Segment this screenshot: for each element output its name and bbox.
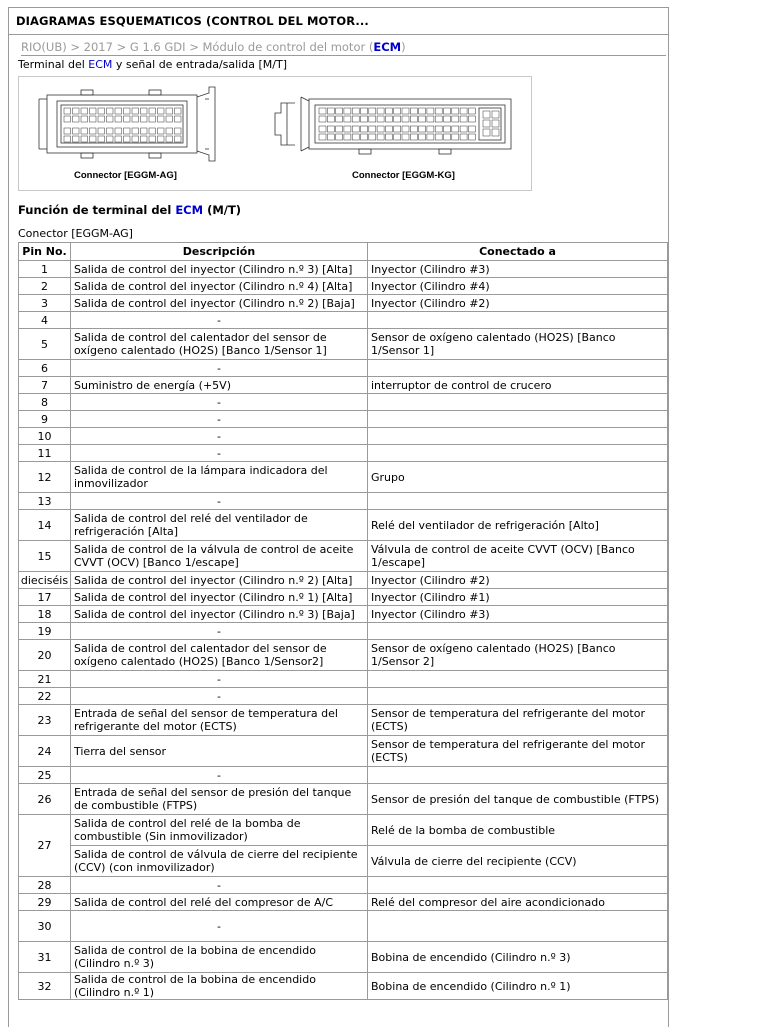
connector-pin <box>452 126 459 132</box>
description-cell: Salida de control de la bobina de encendido (Cilindro n.º 1) <box>71 973 368 1000</box>
table-row <box>19 394 668 411</box>
description-cell: Salida de control del inyector (Cilindro n.º 3) [Baja] <box>71 606 368 623</box>
table-body <box>19 261 668 1000</box>
description-cell: Entrada de señal del sensor de presión del tanque de combustible (FTPS) <box>71 784 368 815</box>
table-row <box>19 877 668 894</box>
connector-pin <box>352 134 359 140</box>
pin-number-cell: 5 <box>19 329 71 360</box>
connector-pin <box>98 108 105 114</box>
description-cell: Salida de control del inyector (Cilindro n.º 2) [Alta] <box>71 572 368 589</box>
connector-pin <box>319 134 326 140</box>
table-row <box>19 411 668 428</box>
connector-pin <box>344 126 351 132</box>
document-page <box>8 7 669 1027</box>
connected-to-cell <box>368 394 668 411</box>
connected-to-cell: Válvula de cierre del recipiente (CCV) <box>368 846 668 877</box>
pin-number-cell: 10 <box>19 428 71 445</box>
connector-pin <box>385 116 392 122</box>
connector-pin <box>107 116 114 122</box>
connector-pin <box>115 136 122 142</box>
connector-pin <box>132 128 139 134</box>
description-cell: Salida de control del inyector (Cilindro n.º 2) [Baja] <box>71 295 368 312</box>
connected-to-cell: Bobina de encendido (Cilindro n.º 1) <box>368 973 668 1000</box>
connector-pin <box>158 116 165 122</box>
description-cell: Salida de control del relé del compresor de A/C <box>71 894 368 911</box>
connector-pin <box>361 116 368 122</box>
connected-to-cell: Relé de la bomba de combustible <box>368 815 668 846</box>
pin-number-cell: 15 <box>19 541 71 572</box>
connector-pin <box>124 116 131 122</box>
terminal-function-table <box>18 242 668 1000</box>
connector-pin <box>468 126 475 132</box>
pin-number-cell: 7 <box>19 377 71 394</box>
pin-number-cell: 25 <box>19 767 71 784</box>
connector-pin <box>166 116 173 122</box>
description-cell: Salida de control de válvula de cierre del recipiente (CCV) (con inmovilizador) <box>71 846 368 877</box>
table-row <box>19 606 668 623</box>
connector-pin <box>492 129 499 136</box>
connector-pin <box>81 108 88 114</box>
pin-number-cell: 27 <box>19 815 71 877</box>
description-cell: Salida de control de la lámpara indicadora del inmovilizador <box>71 462 368 493</box>
connector-pin <box>124 136 131 142</box>
section-heading <box>18 203 668 217</box>
description-cell: Salida de control del calentador del sensor de oxígeno calentado (HO2S) [Banco 1/Sensor2] <box>71 640 368 671</box>
connector-pin <box>483 129 490 136</box>
connector-pin <box>385 108 392 114</box>
table-row <box>19 428 668 445</box>
connected-to-cell: Inyector (Cilindro #3) <box>368 606 668 623</box>
connected-to-cell: Grupo <box>368 462 668 493</box>
connector-pin <box>427 116 434 122</box>
connector-pin <box>402 126 409 132</box>
connector-pin <box>166 128 173 134</box>
connector-pin <box>319 116 326 122</box>
description-cell: - <box>71 493 368 510</box>
connector-pin <box>115 108 122 114</box>
table-row <box>19 329 668 360</box>
connected-to-cell: interruptor de control de crucero <box>368 377 668 394</box>
connected-to-cell: Sensor de temperatura del refrigerante del motor (ECTS) <box>368 705 668 736</box>
table-row <box>19 767 668 784</box>
connector-pin <box>336 116 343 122</box>
connector-pin <box>90 108 97 114</box>
pin-number-cell: 2 <box>19 278 71 295</box>
connector-pin <box>175 116 182 122</box>
section-heading-prefix: Función de terminal del <box>18 203 176 217</box>
connector-pin <box>427 126 434 132</box>
connector-pin <box>319 108 326 114</box>
connector-pin <box>402 134 409 140</box>
connector-pin <box>64 108 71 114</box>
connector-pin <box>369 126 376 132</box>
connector-pin <box>419 134 426 140</box>
connector-pin <box>115 128 122 134</box>
connector-pin <box>115 116 122 122</box>
connector-pin <box>344 116 351 122</box>
table-row <box>19 377 668 394</box>
breadcrumb-ecm-link[interactable]: ECM <box>373 40 402 54</box>
connector-pin <box>141 116 148 122</box>
connector-pin <box>98 128 105 134</box>
table-row <box>19 360 668 377</box>
description-cell: Suministro de energía (+5V) <box>71 377 368 394</box>
connector-figure <box>18 76 532 191</box>
table-row <box>19 736 668 767</box>
connector-pin <box>435 116 442 122</box>
connected-to-cell <box>368 428 668 445</box>
description-cell: Salida de control del relé del ventilador de refrigeración [Alta] <box>71 510 368 541</box>
connector-pin <box>361 108 368 114</box>
connected-to-cell: Inyector (Cilindro #3) <box>368 261 668 278</box>
connector-pin <box>344 134 351 140</box>
table-row <box>19 295 668 312</box>
table-row <box>19 462 668 493</box>
connector-pin <box>385 126 392 132</box>
connector-pin <box>107 108 114 114</box>
pin-number-cell: dieciséis <box>19 572 71 589</box>
connector-pin <box>435 126 442 132</box>
header-connected-to: Conectado a <box>368 243 668 261</box>
connector-pin <box>73 128 80 134</box>
connector-pin <box>492 111 499 118</box>
connector-pin <box>81 136 88 142</box>
connector-pin <box>90 128 97 134</box>
connected-to-cell <box>368 671 668 688</box>
connector-pin <box>394 108 401 114</box>
connector-pin <box>483 120 490 127</box>
breadcrumb <box>21 40 666 56</box>
connected-to-cell <box>368 445 668 462</box>
connected-to-cell <box>368 411 668 428</box>
pin-number-cell: 32 <box>19 973 71 1000</box>
description-cell: - <box>71 394 368 411</box>
description-cell: - <box>71 312 368 329</box>
connector-pin <box>73 108 80 114</box>
table-row <box>19 911 668 942</box>
connector-pin <box>98 136 105 142</box>
connector-pin <box>175 128 182 134</box>
table-row <box>19 510 668 541</box>
connector-pin <box>394 126 401 132</box>
connector-pin <box>460 126 467 132</box>
pin-number-cell: 11 <box>19 445 71 462</box>
description-cell: - <box>71 877 368 894</box>
connector-pin <box>427 134 434 140</box>
pin-number-cell: 28 <box>19 877 71 894</box>
connector-pin <box>410 116 417 122</box>
connector-pin <box>452 108 459 114</box>
table-row <box>19 493 668 510</box>
connector-pin <box>64 136 71 142</box>
table-row <box>19 541 668 572</box>
connector-pin <box>158 136 165 142</box>
pin-number-cell: 12 <box>19 462 71 493</box>
connector-pin <box>124 128 131 134</box>
description-cell: - <box>71 411 368 428</box>
subtitle-suffix: y señal de entrada/salida [M/T] <box>112 58 287 71</box>
table-row <box>19 894 668 911</box>
connector-pin <box>361 134 368 140</box>
connector-pin <box>402 116 409 122</box>
connected-to-cell <box>368 360 668 377</box>
connector-eggm-ag-drawing <box>39 87 215 161</box>
connector-pin <box>327 134 334 140</box>
description-cell: - <box>71 428 368 445</box>
connected-to-cell: Relé del ventilador de refrigeración [Alto] <box>368 510 668 541</box>
connector-pin <box>327 108 334 114</box>
connector-pin <box>175 136 182 142</box>
connector-pin <box>149 128 156 134</box>
table-row <box>19 973 668 1000</box>
pin-number-cell: 23 <box>19 705 71 736</box>
connector-pin <box>361 126 368 132</box>
connector-pin <box>81 128 88 134</box>
description-cell: - <box>71 688 368 705</box>
table-row <box>19 705 668 736</box>
connector-pin <box>377 116 384 122</box>
table-row <box>19 784 668 815</box>
breadcrumb-path: RIO(UB) > 2017 > G 1.6 GDI > Módulo de control del motor ( <box>21 40 374 54</box>
pin-number-cell: 31 <box>19 942 71 973</box>
connected-to-cell <box>368 623 668 640</box>
connector-pin <box>141 128 148 134</box>
connected-to-cell: Sensor de presión del tanque de combustible (FTPS) <box>368 784 668 815</box>
connected-to-cell: Sensor de temperatura del refrigerante del motor (ECTS) <box>368 736 668 767</box>
connector-pin <box>369 116 376 122</box>
connector-pin <box>90 116 97 122</box>
description-cell: Salida de control del inyector (Cilindro n.º 4) [Alta] <box>71 278 368 295</box>
connected-to-cell <box>368 767 668 784</box>
connector-pin <box>319 126 326 132</box>
section-heading-suffix: (M/T) <box>203 203 242 217</box>
connector-pin <box>327 116 334 122</box>
connector-pin <box>64 116 71 122</box>
subtitle <box>18 58 668 71</box>
connected-to-cell <box>368 312 668 329</box>
connector-pin <box>132 108 139 114</box>
connector-pin <box>460 108 467 114</box>
connector-pin <box>419 126 426 132</box>
connected-to-cell: Bobina de encendido (Cilindro n.º 3) <box>368 942 668 973</box>
pin-number-cell: 26 <box>19 784 71 815</box>
pin-number-cell: 22 <box>19 688 71 705</box>
connector-pin <box>352 126 359 132</box>
connector-pin <box>377 134 384 140</box>
connector-pin <box>73 116 80 122</box>
table-row <box>19 640 668 671</box>
connector-pin <box>149 108 156 114</box>
table-row <box>19 623 668 640</box>
pin-number-cell: 24 <box>19 736 71 767</box>
description-cell: Salida de control del relé de la bomba de combustible (Sin inmovilizador) <box>71 815 368 846</box>
connected-to-cell <box>368 877 668 894</box>
connector-pin <box>492 120 499 127</box>
connector-pin <box>435 108 442 114</box>
pin-number-cell: 13 <box>19 493 71 510</box>
connector-pin <box>410 126 417 132</box>
table-row <box>19 589 668 606</box>
description-cell: Salida de control de la válvula de control de aceite CVVT (OCV) [Banco 1/escape] <box>71 541 368 572</box>
pin-number-cell: 17 <box>19 589 71 606</box>
connector-pin <box>166 136 173 142</box>
connector-pin <box>419 116 426 122</box>
connector-pin <box>369 108 376 114</box>
connector-label: Conector [EGGM-AG] <box>18 227 133 240</box>
connector-pin <box>107 128 114 134</box>
connector-pin <box>435 134 442 140</box>
connector-pin <box>64 128 71 134</box>
description-cell: - <box>71 767 368 784</box>
connector-pin <box>132 116 139 122</box>
description-cell: Salida de control del calentador del sensor de oxígeno calentado (HO2S) [Banco 1/Sensor 1] <box>71 329 368 360</box>
description-cell: Salida de control del inyector (Cilindro n.º 3) [Alta] <box>71 261 368 278</box>
connector-eggm-kg-drawing <box>275 97 511 154</box>
connector-pin <box>385 134 392 140</box>
subtitle-ecm-link[interactable]: ECM <box>88 58 113 71</box>
connected-to-cell <box>368 688 668 705</box>
connector-pin <box>419 108 426 114</box>
connector-pin <box>352 108 359 114</box>
connector-pin <box>141 108 148 114</box>
connector-pin <box>352 116 359 122</box>
connector-pin <box>460 116 467 122</box>
connector-pin <box>344 108 351 114</box>
connector-pin <box>124 108 131 114</box>
connector-pin <box>369 134 376 140</box>
table-row <box>19 688 668 705</box>
section-ecm-link[interactable]: ECM <box>175 203 204 217</box>
connector-pin <box>444 116 451 122</box>
pin-number-cell: 18 <box>19 606 71 623</box>
connector-pin <box>468 116 475 122</box>
description-cell: - <box>71 671 368 688</box>
table-row <box>19 846 668 877</box>
header-description: Descripción <box>71 243 368 261</box>
connector-pin <box>427 108 434 114</box>
connector-pin <box>468 108 475 114</box>
connector-pin <box>394 134 401 140</box>
connector-pin <box>98 116 105 122</box>
connector-pin <box>460 134 467 140</box>
table-row <box>19 278 668 295</box>
description-cell: - <box>71 623 368 640</box>
connector-left-caption: Connector [EGGM-AG] <box>74 170 177 181</box>
connector-pin <box>149 136 156 142</box>
connected-to-cell <box>368 493 668 510</box>
connector-pin <box>452 134 459 140</box>
description-cell: Salida de control del inyector (Cilindro n.º 1) [Alta] <box>71 589 368 606</box>
connector-pin <box>452 116 459 122</box>
description-cell: - <box>71 445 368 462</box>
pin-number-cell: 14 <box>19 510 71 541</box>
connected-to-cell: Inyector (Cilindro #2) <box>368 295 668 312</box>
pin-number-cell: 9 <box>19 411 71 428</box>
subtitle-prefix: Terminal del <box>18 58 89 71</box>
connector-pin <box>468 134 475 140</box>
pin-number-cell: 8 <box>19 394 71 411</box>
pin-number-cell: 20 <box>19 640 71 671</box>
connector-pin <box>402 108 409 114</box>
connector-pin <box>141 136 148 142</box>
table-row <box>19 312 668 329</box>
connector-pin <box>394 116 401 122</box>
header-pin-no: Pin No. <box>19 243 71 261</box>
connector-pin <box>336 126 343 132</box>
pin-number-cell: 19 <box>19 623 71 640</box>
table-row <box>19 942 668 973</box>
connected-to-cell: Sensor de oxígeno calentado (HO2S) [Banco 1/Sensor 1] <box>368 329 668 360</box>
description-cell: - <box>71 911 368 942</box>
pin-number-cell: 4 <box>19 312 71 329</box>
table-row <box>19 671 668 688</box>
pin-number-cell: 21 <box>19 671 71 688</box>
connected-to-cell: Inyector (Cilindro #4) <box>368 278 668 295</box>
table-row <box>19 572 668 589</box>
connector-pin <box>336 134 343 140</box>
connector-pin <box>377 108 384 114</box>
connector-pin <box>158 128 165 134</box>
connected-to-cell: Inyector (Cilindro #1) <box>368 589 668 606</box>
connector-right-caption: Connector [EGGM-KG] <box>352 170 455 181</box>
pin-number-cell: 29 <box>19 894 71 911</box>
connector-pin <box>132 136 139 142</box>
connector-pin <box>444 108 451 114</box>
description-cell: Salida de control de la bobina de encendido (Cilindro n.º 3) <box>71 942 368 973</box>
connector-pin <box>483 111 490 118</box>
connector-pin <box>410 108 417 114</box>
connector-pin <box>166 108 173 114</box>
connected-to-cell: Sensor de oxígeno calentado (HO2S) [Banco 1/Sensor 2] <box>368 640 668 671</box>
table-row <box>19 261 668 278</box>
description-cell: - <box>71 360 368 377</box>
connector-pin <box>444 126 451 132</box>
connector-pin <box>336 108 343 114</box>
pin-number-cell: 3 <box>19 295 71 312</box>
connector-pin <box>410 134 417 140</box>
pin-number-cell: 6 <box>19 360 71 377</box>
table-row <box>19 445 668 462</box>
connector-pin <box>327 126 334 132</box>
connected-to-cell: Inyector (Cilindro #2) <box>368 572 668 589</box>
breadcrumb-suffix: ) <box>401 40 406 54</box>
connector-pin <box>149 116 156 122</box>
connector-pin <box>107 136 114 142</box>
page-title: DIAGRAMAS ESQUEMATICOS (CONTROL DEL MOTOR... <box>9 8 668 35</box>
pin-number-cell: 30 <box>19 911 71 942</box>
connector-pin <box>444 134 451 140</box>
connector-pin <box>81 116 88 122</box>
connector-pin <box>377 126 384 132</box>
table-row <box>19 815 668 846</box>
connector-pin <box>73 136 80 142</box>
connector-pin <box>175 108 182 114</box>
connector-pin <box>90 136 97 142</box>
connected-to-cell: Válvula de control de aceite CVVT (OCV) [Banco 1/escape] <box>368 541 668 572</box>
pin-number-cell: 1 <box>19 261 71 278</box>
connector-pin <box>158 108 165 114</box>
connected-to-cell: Relé del compresor del aire acondicionado <box>368 894 668 911</box>
description-cell: Tierra del sensor <box>71 736 368 767</box>
description-cell: Entrada de señal del sensor de temperatura del refrigerante del motor (ECTS) <box>71 705 368 736</box>
connected-to-cell <box>368 911 668 942</box>
